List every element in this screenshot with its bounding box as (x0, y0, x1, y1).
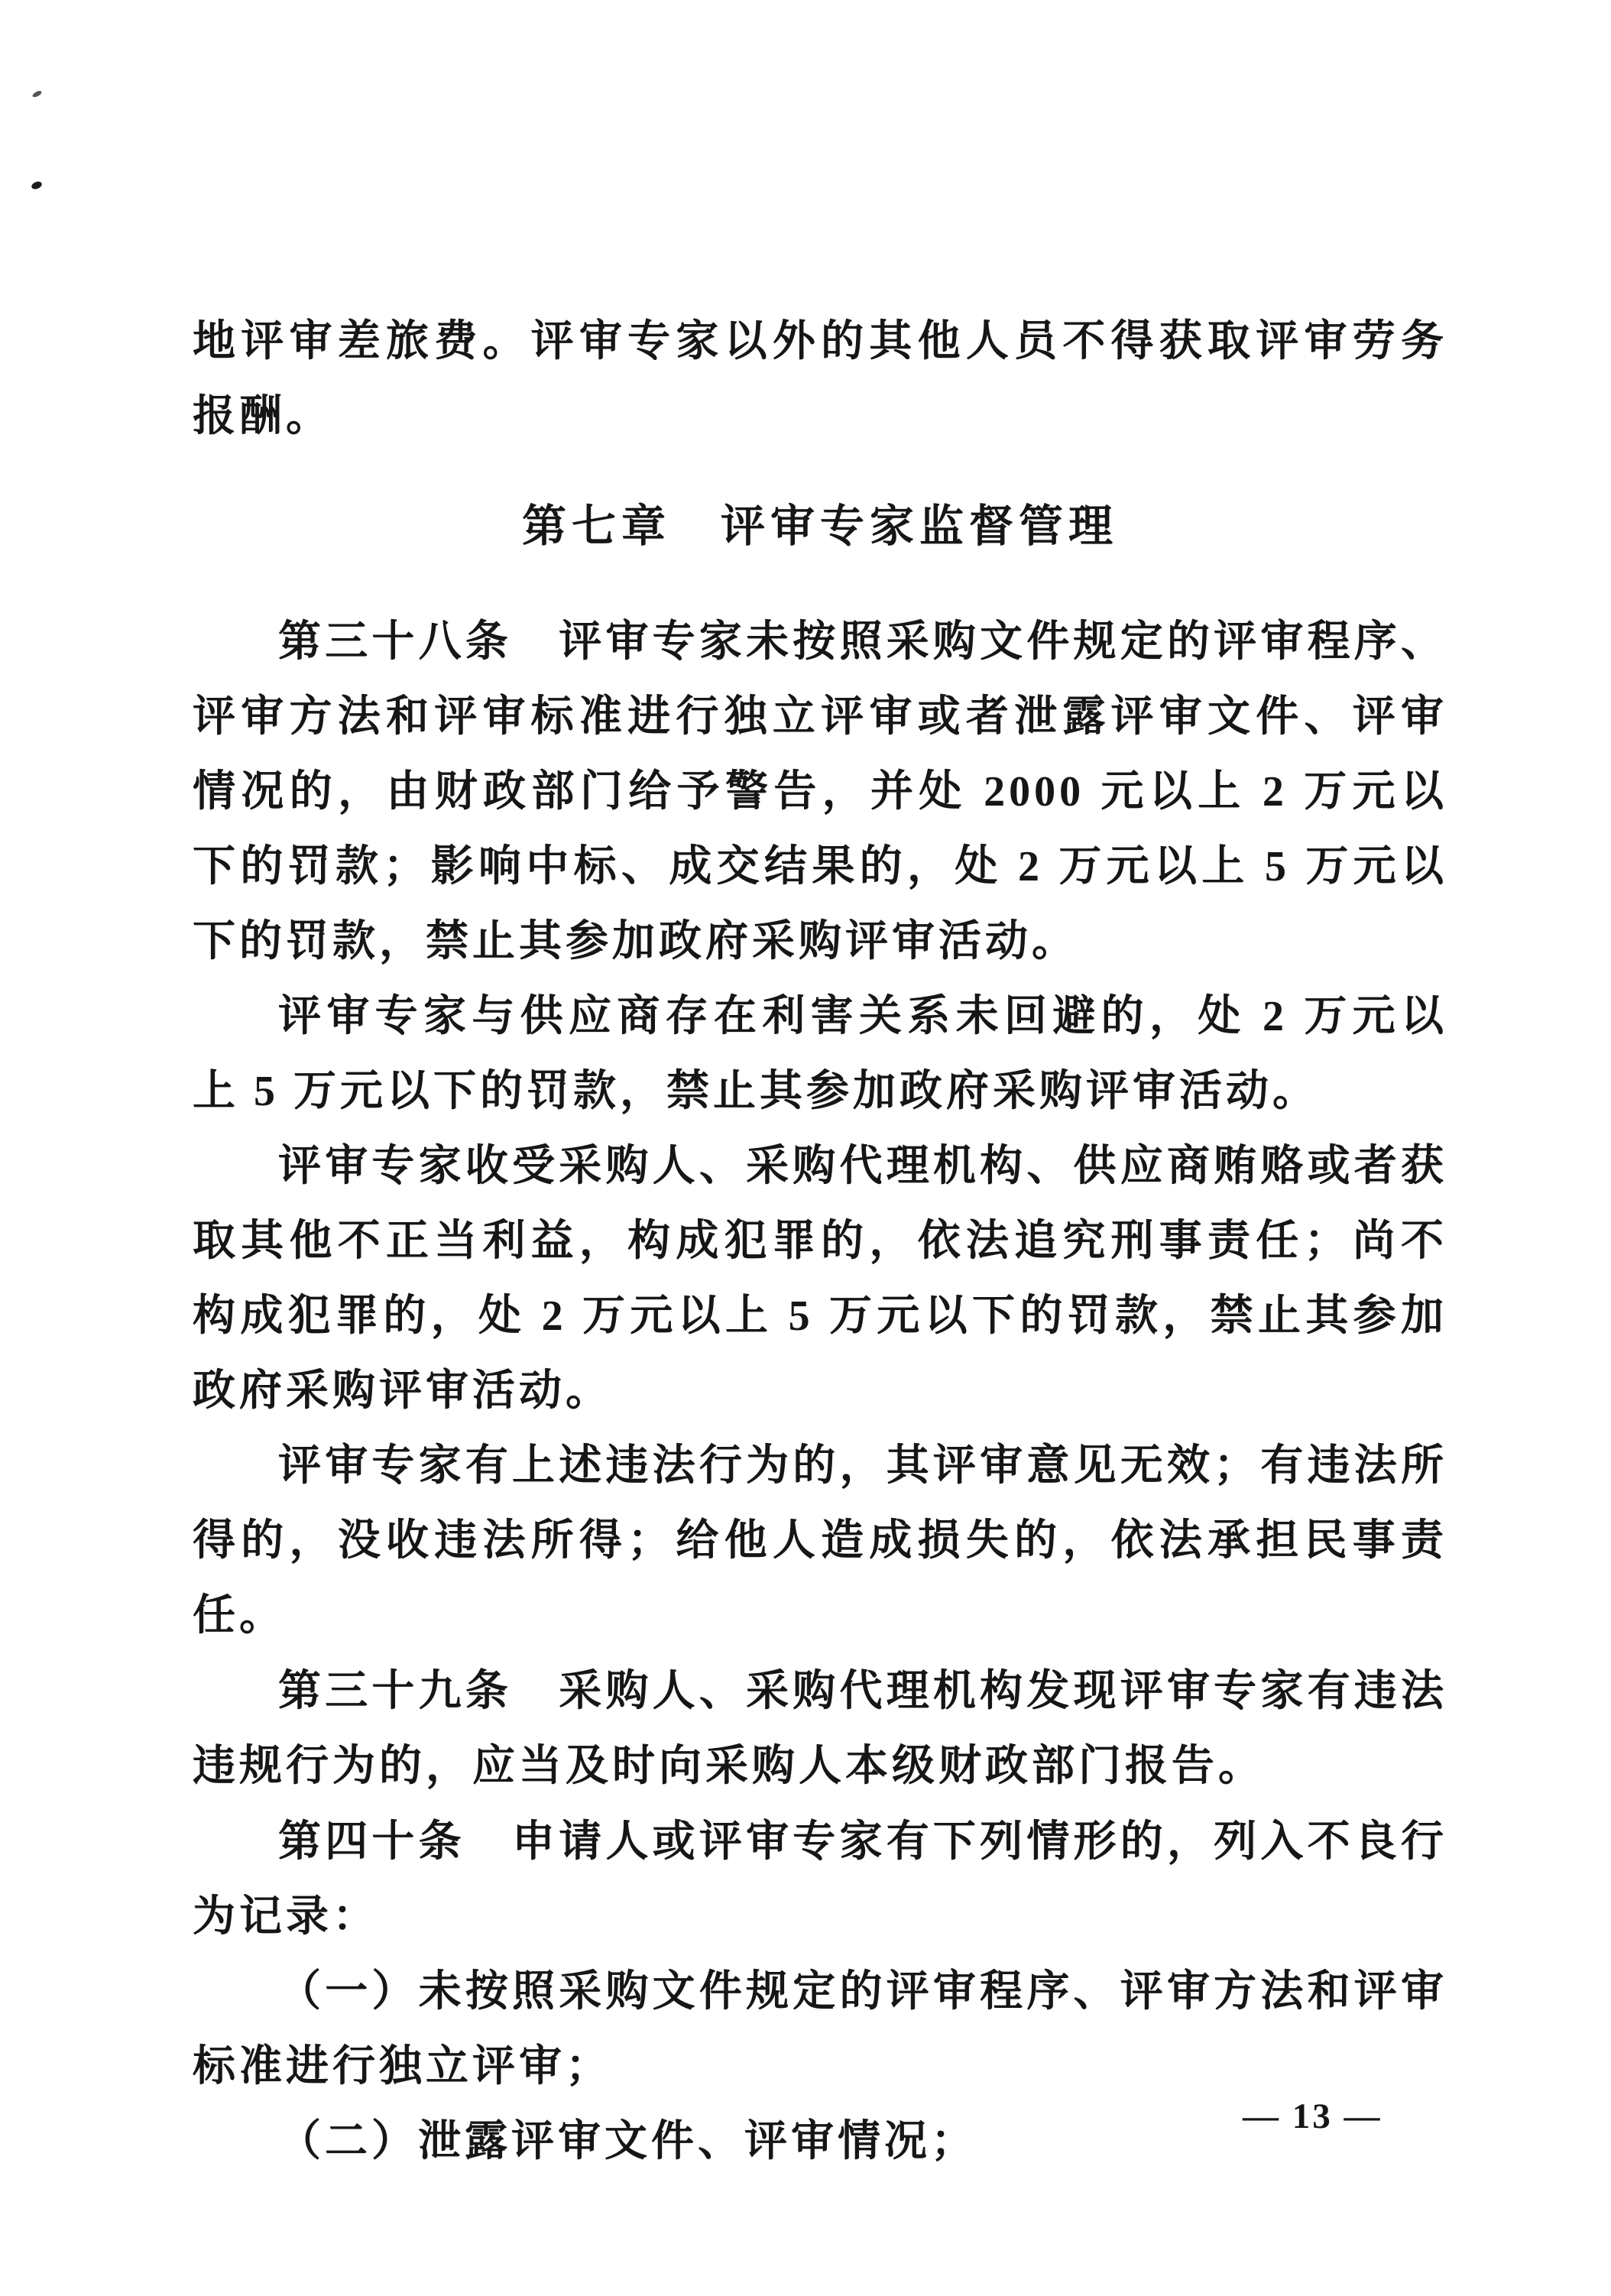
article-39-number: 第三十九条 (278, 1666, 513, 1714)
page-number: — 13 — (1243, 2097, 1382, 2136)
scan-speck-icon (31, 180, 43, 191)
paragraph-article-38 (193, 604, 1447, 979)
paragraph-article-40-item-2: （二）泄露评审文件、评审情况； (278, 2118, 977, 2165)
article-38-text: 评审专家未按照采购文件规定的评审程序、评审方法和评审标准进行独立评审或者泄露评审文件、评审情况的，由财政部门给予警告，并处 2000 元以上 2 万元以下的罚款；影响中标、成交结果的，处 2 万元以上 5 万元以下的罚款，禁止其参加政府采购评审活动。 (193, 618, 1448, 965)
paragraph-article-38-clause-4: 评审专家有上述违法行为的，其评审意见无效；有违法所得的，没收违法所得；给他人造成损失的，依法承担民事责任。 (193, 1442, 1447, 1639)
article-40-text: 申请人或评审专家有下列情形的，列入不良行为记录： (193, 1818, 1448, 1941)
paragraph-continuation: 地评审差旅费。评审专家以外的其他人员不得获取评审劳务报酬。 (193, 318, 1447, 440)
paragraph-article-38-clause-3: 评审专家收受采购人、采购代理机构、供应商贿赂或者获取其他不正当利益，构成犯罪的，依法追究刑事责任；尚不构成犯罪的，处 2 万元以上 5 万元以下的罚款，禁止其参加政府采购评审活动。 (193, 1143, 1447, 1415)
article-38-number: 第三十八条 (278, 617, 513, 665)
paragraph-article-39 (193, 1653, 1447, 1804)
document-body (193, 304, 1447, 2179)
paragraph-article-38-clause-2: 评审专家与供应商存在利害关系未回避的，处 2 万元以上 5 万元以下的罚款，禁止其参加政府采购评审活动。 (193, 993, 1447, 1115)
paragraph-article-40 (193, 1804, 1447, 1954)
article-39-text: 采购人、采购代理机构发现评审专家有违法违规行为的，应当及时向采购人本级财政部门报告。 (193, 1668, 1448, 1790)
chapter-heading: 第七章 评审专家监督管理 (521, 501, 1118, 551)
paragraph-article-40-item-1: （一）未按照采购文件规定的评审程序、评审方法和评审标准进行独立评审； (193, 1968, 1447, 2090)
article-40-number: 第四十条 (278, 1817, 465, 1865)
scan-speck-icon (31, 89, 42, 98)
